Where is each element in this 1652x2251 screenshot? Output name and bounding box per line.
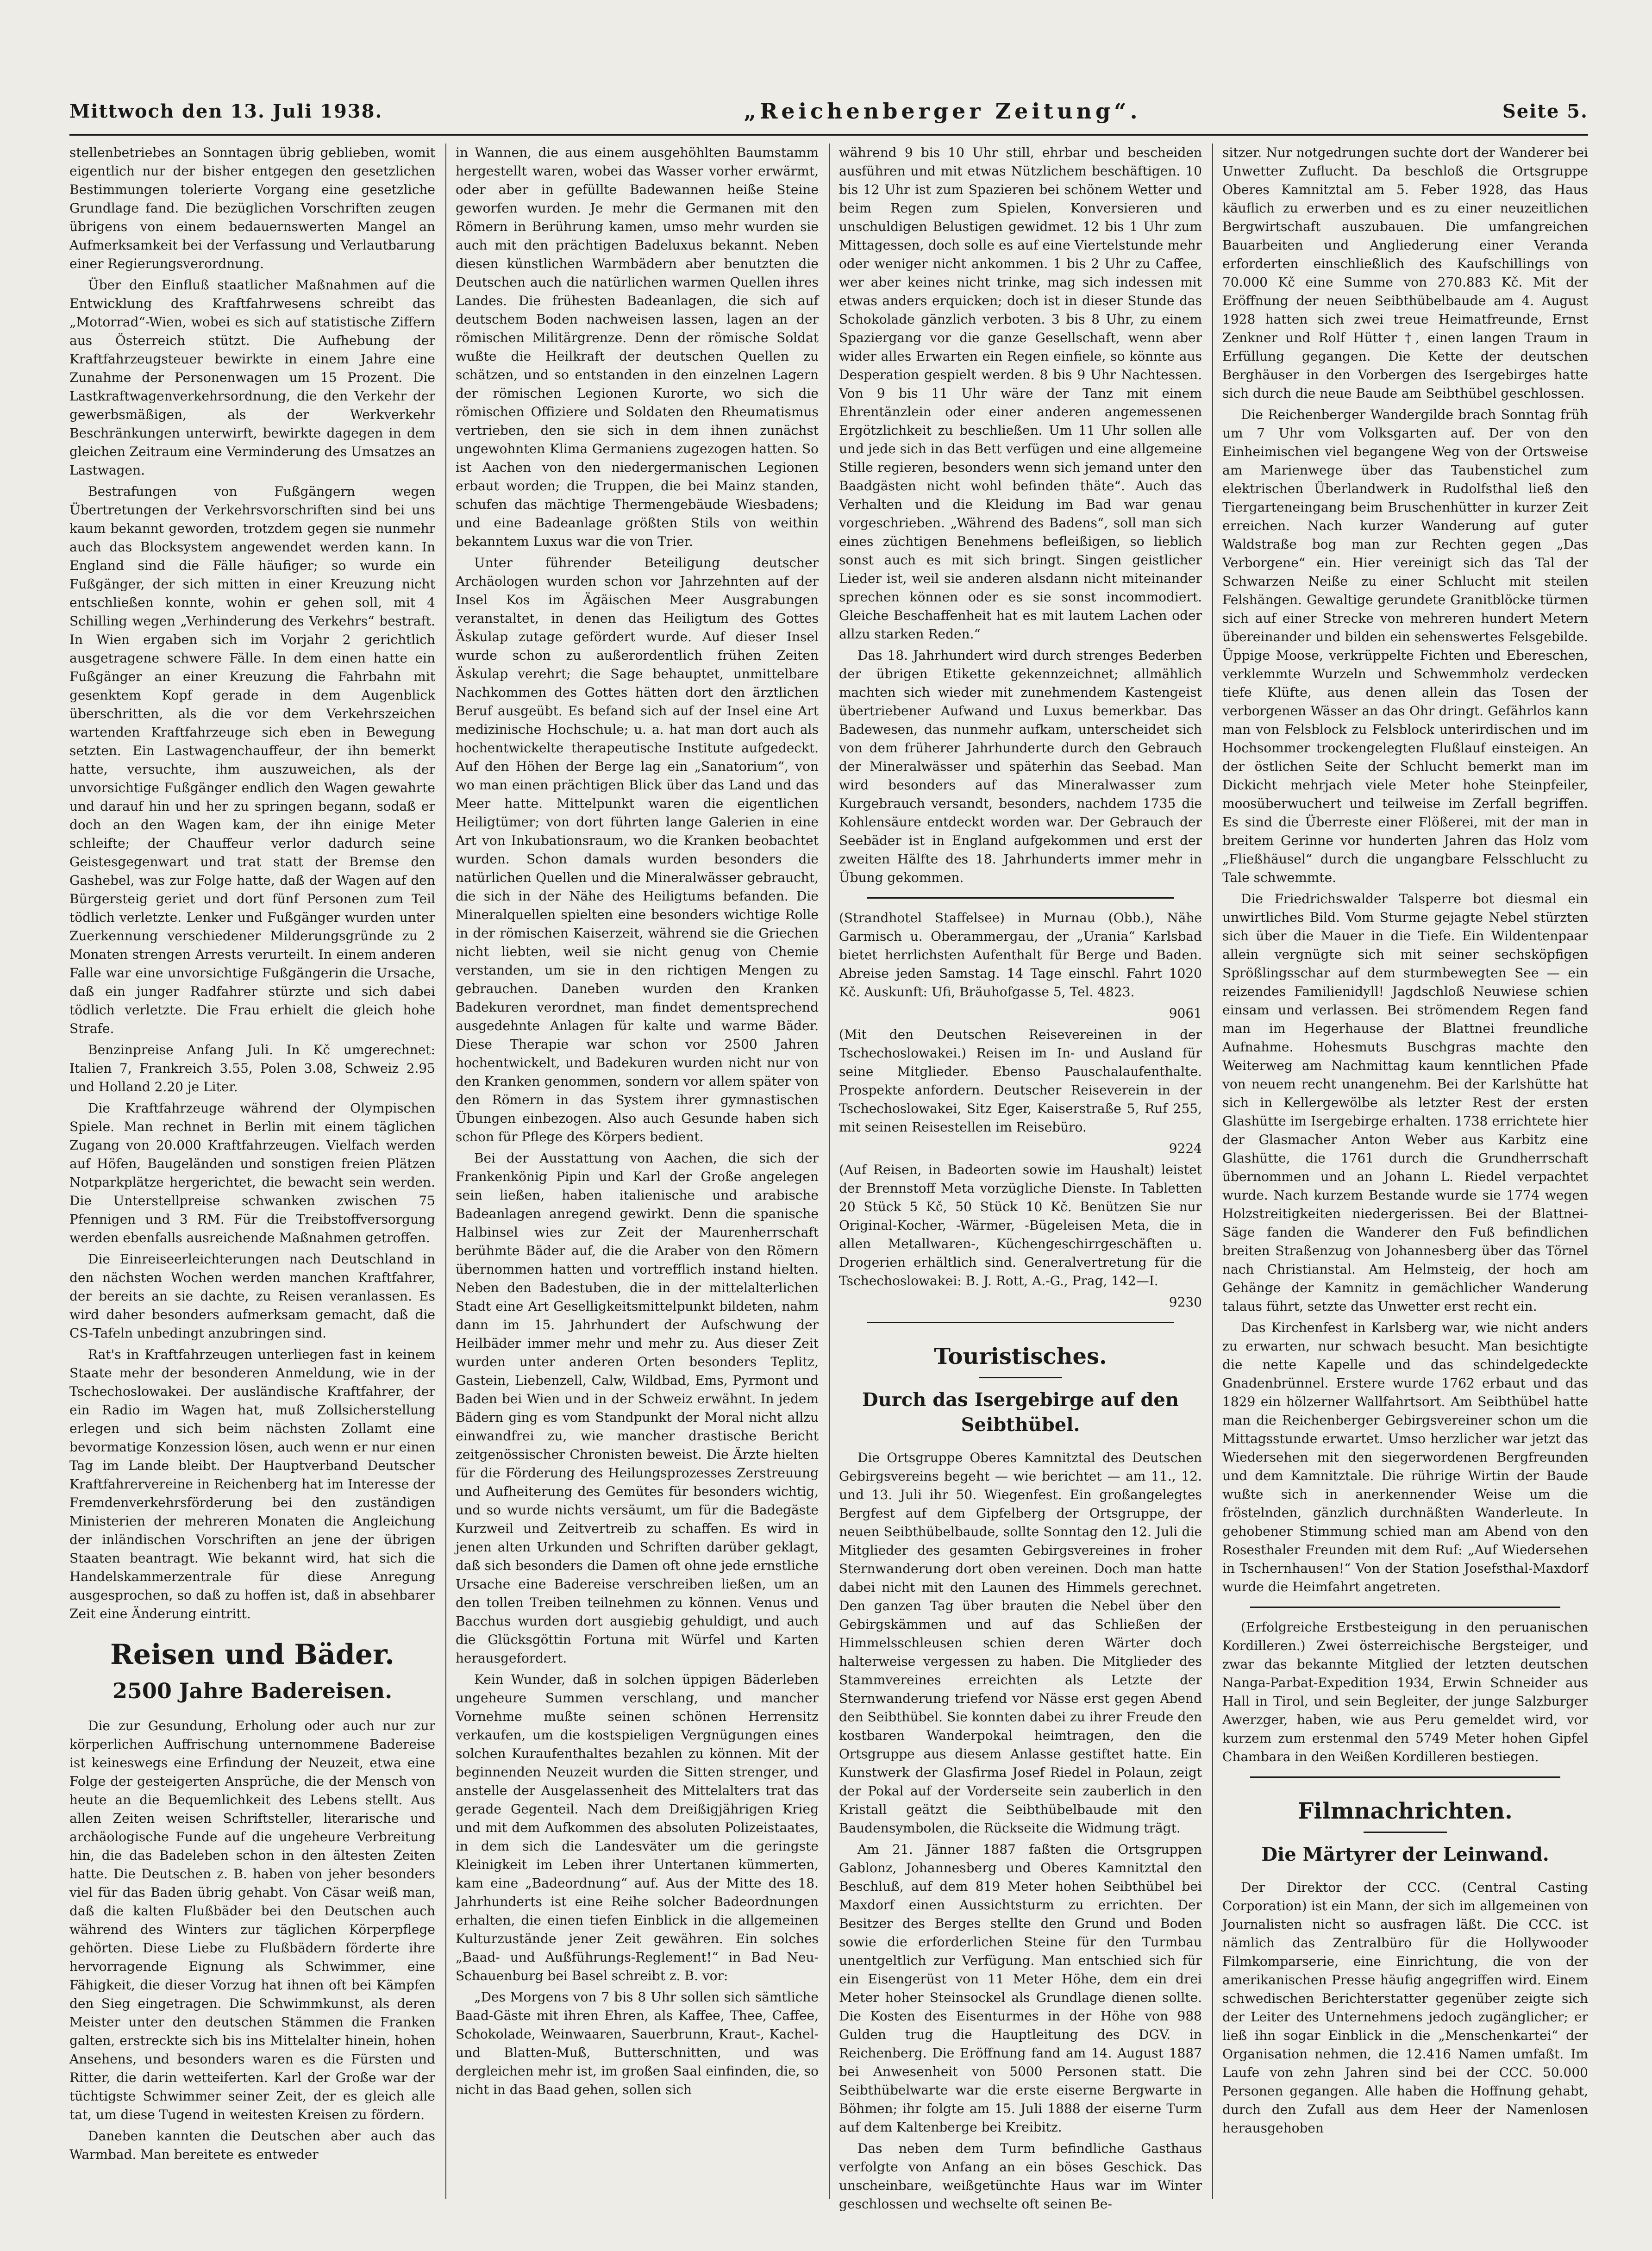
page-header [69,93,1588,130]
ad-number: 9230 [1169,1294,1202,1310]
classified-ad [839,909,1202,1312]
section-title: Reisen und Bäder. [110,1638,395,1671]
ad-divider [867,897,1174,899]
section-title: Filmnachrichten. [1298,1798,1513,1824]
ad-divider [867,1322,1174,1323]
article-paragraph: Benzinpreise Anfang Juli. In Kč umgerechnet: Italien 7, Frankreich 3.55, Polen 3.08, Schweiz 2.95 und Holland 2.20 je Liter. [69,1042,435,1094]
column-3 [839,144,1202,2212]
article-paragraph: Kein Wunder, daß in solchen üppigen Bäderleben ungeheure Summen verschlang, und mancher Vornehme mußte seinen schönen Herrensitz verkaufen, um die kostspieligen Vergnügungen eines solchen Kuraufenthaltes bezahlen zu können. Mit der beginnenden Neuzeit wurden die Sitten strenger, und anstelle der Ausgelassenheit des Mittelalters trat das gerade Gegenteil. Nach dem Dreißigjährigen Krieg und mit dem Aufkommen des absoluten Polizeistaates, in dem sich die Landesväter um die geringste Kleinigkeit im Leben ihrer Untertanen kümmerten, kam eine „Badeordnung“ auf. Aus der Mitte des 18. Jahrhunderts ist eine Reihe solcher Badeordnungen erhalten, die einen tiefen Einblick in die allgemeinen Kulturzustände jener Zeit gewähren. Ein solches „Baad- und Außführungs-Reglement!“ in Bad Neu-Schauenburg bei Basel schreibt z. B. vor: [456,1672,819,1983]
column-2 [456,144,819,2204]
section-divider [1250,1776,1560,1778]
article-paragraph: Die Kraftfahrzeuge während der Olympischen Spiele. Man rechnet in Berlin mit einem täglichen Zugang von 20.000 Kraftfahrzeugen. Vielfach werden auf Höfen, Baugeländen und sonstigen freien Plätzen Notparkplätze hergerichtet, die bewacht sein werden. Die Unterstellpreise schwanken zwischen 75 Pfennigen und 3 RM. Für die Treibstoffversorgung werden ebenfalls ausreichende Maßnahmen getroffen. [69,1100,435,1245]
article-paragraph: Das neben dem Turm befindliche Gasthaus verfolgte von Anfang an ein böses Geschick. Das unscheinbare, weißgetünchte Haus war im Winter geschlossen und wechselte oft seinen Be- [839,2141,1202,2212]
newspaper-page [69,93,1588,2212]
column-1 [69,144,435,2204]
article-paragraph: Die Friedrichswalder Talsperre bot diesmal ein unwirtliches Bild. Vom Sturme gejagte Nebel stürzten sich über die Mauer in die Tiefe. Ein Wildentenpaar allein vergnügte sich mit seiner sechsköpfigen Sprößlingsschar auf dem sturmbewegten See — ein reizendes Familienidyll! Jagdschloß Neuwiese schien einsam und verlassen. Bei strömendem Regen fand man im Hegerhause der Blattnei freundliche Aufnahme. Hohesmuts Buschgras machte den Weiterweg am Nachmittag kaum kenntlichen Pfade von neuem recht unangenehm. Bei der Karlshütte hat sich in Kellergewölbe als letzter Rest der ersten Glashütte im Isergebirge erhalten. 1738 errichtete hier der Glasmacher Anton Weber aus Karbitz eine Glashütte, die 1761 durch die Grundherrschaft übernommen und an Johann L. Riedel verpachtet wurde. Nach kurzem Bestande wurde sie 1774 wegen Holzstreitigkeiten niedergerissen. Bei der Blattnei-Säge fanden die Wanderer den Fuß befindlichen breiten Straßenzug von Johannesberg über das Törnel nach Christianstal. Am Helmsteig, der hoch am Gehänge der Kamnitz in gemächlicher Wanderung talaus führt, setzte das Unwetter erst recht ein. [1222,891,1588,1314]
title-rule [979,1377,1062,1378]
section-divider [1250,1607,1560,1608]
section-subtitle: Durch das Isergebirge auf den Seibthübel. [862,1389,1179,1436]
article-paragraph: während 9 bis 10 Uhr still, ehrbar und bescheiden ausführen und mit etwas Nützlichem beschäftigen. 10 bis 12 Uhr ist zum Spazieren bei schönem Wetter und beim Regen zum Spielen, Konversieren und unschuldigen Belustigen gewidmet. 12 bis 1 Uhr zum Mittagessen, doch solle es auf eine Viertelstunde mehr oder weniger nicht ankommen. 1 bis 2 Uhr zu Caffee, wer aber keines nicht trinke, mag sich indessen mit etwas anders erquicken; doch ist in dieser Stunde das Schokolade gänzlich verboten. 3 bis 8 Uhr, zu einem Spaziergang vor die ganze Gesellschaft, wenn aber wider alles Erwarten ein Regen einfiele, so könnte aus Desperation gespielt werden. 8 bis 9 Uhr Nachtessen. Von 9 bis 11 Uhr wäre der Tanz mit einem Ehrentänzlein oder einer anderen angemessenen Ergötzlichkeit zu beschließen. Um 11 Uhr sollen alle und jede sich in das Bett verfügen und eine allgemeine Stille regieren, besonders wenn sich jemand unter den Baadgästen nicht wohl befinden thäte“. Auch das Verhalten und die Kleidung im Bad war genau vorgeschrieben. „Während des Badens“, soll man sich eines züchtigen Benehmens befleißigen, so lieblich sonst auch es mit sich bringt. Singen geistlicher Lieder ist, weil sie anderen alsdann nicht miteinander sprechen können oder es sie sonst incommodiert. Gleiche Beschaffenheit hat es mit lautem Lachen oder allzu starken Reden.“ [839,145,1202,642]
section-title: Touristisches. [934,1344,1107,1369]
ad-text: (Strandhotel Staffelsee) in Murnau (Obb.), Nähe Garmisch u. Oberammergau, der „Urania“ Karlsbad bietet herrlichsten Aufenthalt für Berge und Baden. Abreise jeden Samstag. 14 Tage einschl. Fahrt 1020 Kč. Auskunft: Ufi, Bräuhofgasse 5, Tel. 4823. [839,910,1202,1000]
article-paragraph: Der Direktor der CCC. (Central Casting Corporation) ist ein Mann, der sich im allgemeinen von Journalisten nicht so ausfragen läßt. Die CCC. ist nämlich das Zentralbüro für die Hollywooder Filmkomparserie, eine Einrichtung, die von der amerikanischen Presse häufig angegriffen wird. Einem schwedischen Berichterstatter gegenüber zeigte sich der Leiter des Unternehmens jedoch zugänglicher; er ließ ihn sogar Einblick in die „Menschenkartei“ der Organisation nehmen, die 12.416 Namen umfaßt. Im Laufe von zehn Jahren sind bei der CCC. 50.000 Personen gegangen. Alle haben die Hoffnung gehabt, durch den Zufall aus dem Heer der Namenlosen herausgehoben [1222,1880,1588,2136]
ad-number: 9224 [1169,1141,1202,1156]
article-paragraph: sitzer. Nur notgedrungen suchte dort der Wanderer bei Unwetter Zuflucht. Da beschloß die Ortsgruppe Oberes Kamnitztal am 5. Feber 1928, das Haus käuflich zu erwerben und es zu einer neuzeitlichen Bergwirtschaft auszubauen. Die umfangreichen Bauarbeiten und Angliederung einer Veranda erforderten einschließlich des Kaufschillings von 70.000 Kč eine Summe von 270.883 Kč. Mit der Eröffnung der neuen Seibthübelbaude am 4. August 1928 hatten sich zwei treue Heimatfreunde, Ernst Zenkner und Rolf Hütter †, einen langen Traum in Erfüllung gegangen. Die Kette der deutschen Berghäuser in den Vorbergen des Isergebirges hatte sich durch die neue Baude am Seibthübel geschlossen. [1222,145,1588,401]
article-paragraph: Das Kirchenfest in Karlsberg war, wie nicht anders zu erwarten, nur schwach besucht. Man besichtigte die nette Kapelle und das schindelgedeckte Gnadenbrünnel. Erstere wurde 1762 erbaut und das 1829 ein hölzerner Wallfahrtsort. Am Seibthübel hatte man die Reichenberger Gebirgsvereiner schon um die Mittagsstunde erwartet. Umso herzlicher war jetzt das Wiedersehen mit den siegerwordenen Bergfreunden und dem Kamnitztale. Die rührige Wirtin der Baude wußte sich in anerkennender Weise um die fröstelnden, gänzlich durchnäßten Wanderleute. In gehobener Stimmung schied man am Abend von den Rosesthaler Freunden mit dem Ruf: „Auf Wiedersehen in Tschernhausen!“ Von der Station Josefsthal-Maxdorf wurde die Heimfahrt angetreten. [1222,1320,1588,1594]
article-paragraph: „Des Morgens von 7 bis 8 Uhr sollen sich sämtliche Baad-Gäste mit ihren Ehren, als Kaffee, Thee, Caffee, Schokolade, Weinwaaren, Sauerbrunn, Kraut-, Kachel- und Blatten-Muß, Butterschnitten, und was dergleichen mehr ist, im großen Saal einfinden, die, so nicht in das Baad gehen, sollen sich [456,1989,819,2097]
ad-text: (Auf Reisen, in Badeorten sowie im Haushalt) leistet der Brennstoff Meta vorzügliche Dienste. In Tabletten 20 Stück 5 Kč, 50 Stück 10 Kč. Benützen Sie nur Original-Kocher, -Wärmer, -Bügeleisen Meta, die in allen Metallwaren-, Küchengeschirrgeschäften u. Drogerien erhältlich sind. Generalvertretung für die Tschechoslowakei: B. J. Rott, A.-G., Prag, 142—I. [839,1162,1202,1288]
column-4 [1222,144,1588,2204]
header-rule [69,134,1588,136]
article-paragraph: Das 18. Jahrhundert wird durch strenges Bederben der übrigen Etikette gekennzeichnet; allmählich machten sich wieder mit zunehmendem Kastengeist übertriebener Aufwand und Luxus bemerkbar. Das Badewesen, das nunmehr aufkam, unterscheidet sich von dem früherer Jahrhunderte durch den Gebrauch der Mineralwässer und späterhin das Seebad. Man wird besonders auf das Mineralwasser zum Kurgebrauch versandt, besonders, nachdem 1735 die Kohlensäure entdeckt worden war. Der Gebrauch der Seebäder ist in England aufgekommen und erst der zweiten Hälfte des 18. Jahrhunderts immer mehr in Übung gekommen. [839,648,1202,885]
header-date: Mittwoch den 13. Juli 1938. [69,100,383,122]
article-paragraph: Bei der Ausstattung von Aachen, die sich der Frankenkönig Pipin und Karl der Große angelegen sein ließen, haben italienische und arabische Badeanlagen anregend gewirkt. Denn die spanische Halbinsel wies zur Zeit der Maurenherrschaft berühmte Bäder auf, die die Araber von den Römern übernommen hatten und vortrefflich instand hielten. Neben den Badestuben, die in der mittelalterlichen Stadt eine Art Geselligkeitsmittelpunkt bildeten, nahm dann im 15. Jahrhundert der Aufschwung der Heilbäder immer mehr und mehr zu. Aus dieser Zeit wurden unter anderen Orten besonders Teplitz, Gastein, Liebenzell, Calw, Wildbad, Ems, Pyrmont und Baden bei Wien und in der Schweiz erwähnt. In jedem Bädern ging es vom Standpunkt der Moral nicht allzu einwandfrei zu, wie mancher drastische Bericht zeitgenössischer Chronisten beweist. Die Ärzte hielten für die Förderung des Heilungsprozesses Zerstreuung und Aufheiterung des Gemütes für besonders wichtig, und so wurde nichts versäumt, um für die Badegäste Kurzweil und Zeitvertreib zu schaffen. Es wird in jenen alten Urkunden und Schriften darüber geklagt, daß sich besonders die Damen oft ohne jede ernstliche Ursache eine Badereise verschreiben ließen, um an den tollen Treiben teilnehmen zu können. Venus und Bacchus wurden dort ausgiebig gehuldigt, und auch die Glücksgöttin Fortuna mit Würfel und Karten herausgefordert. [456,1151,819,1666]
article-paragraph: Die Ortsgruppe Oberes Kamnitztal des Deutschen Gebirgsvereins begeht — wie berichtet — am 11., 12. und 13. Juli ihr 50. Wiegenfest. Ein großangelegtes Bergfest auf dem Gipfelberg der Ortsgruppe, der neuen Seibthübelbaude, sollte Sonntag den 12. Juli die Mitglieder des gesamten Gebirgsvereines in froher Sternwanderung dort oben vereinen. Doch man hatte dabei nicht mit den Launen des Himmels gerechnet. Den ganzen Tag über brauten die Nebel über den Gebirgskämmen und auf das Schließen der Himmelsschleusen schien deren Wärter doch halterweise vergessen zu haben. Die Mitglieder des Stammvereines erreichten als Letzte der Sternwanderung triefend vor Nässe erst gegen Abend den Seibthübel. Sie konnten dabei zu ihrer Freude den kostbaren Wanderpokal heimtragen, den die Ortsgruppe aus diesem Anlasse gestiftet hatte. Ein Kunstwerk der Glasfirma Josef Riedel in Polaun, zeigt der Pokal auf der Vorderseite sein zauberlich in den Kristall geätzt die Seibthübelbaude mit den Baudensymbolen, die Rückseite die Widmung trägt. [839,1450,1202,1836]
header-masthead: „Reichenberger Zeitung“. [744,99,1141,124]
article-paragraph: Rat's in Kraftfahrzeugen unterliegen fast in keinem Staate mehr der besonderen Anmeldung, wie in der Tschechoslowakei. Der ausländische Kraftfahrer, der ein Radio im Wagen hat, muß Zollsicherstellung erlegen und sich beim nächsten Zollamt eine bevormatige Konzession lösen, auch wenn er nur einen Tag im Lande bleibt. Der Hauptverband Deutscher Kraftfahrervereine in Reichenberg hat im Interesse der Fremdenverkehrsförderung bei den zuständigen Ministerien der mehreren Monaten die Angleichung der inländischen Vorschriften an jene der übrigen Staaten beantragt. Wie bekannt wird, hat sich die Handelskammerzentrale für diese Anregung ausgesprochen, so daß zu hoffen ist, daß in absehbarer Zeit eine Änderung eintritt. [69,1347,435,1621]
article-paragraph: (Erfolgreiche Erstbesteigung in den peruanischen Kordilleren.) Zwei österreichische Bergsteiger, und zwar das bekannte Mitglied der letzten deutschen Nanga-Parbat-Expedition 1934, Erwin Schneider aus Hall in Tirol, und sein Begleiter, der junge Salzburger Awerzger, haben, wie aus Peru gemeldet wird, vor kurzem zum erstenmal den 5749 Meter hohen Gipfel Chambara in den Weißen Kordilleren bestiegen. [1222,1619,1588,1764]
article-paragraph: stellenbetriebes an Sonntagen übrig geblieben, womit eigentlich nur der bisher entgegen den gesetzlichen Bestimmungen tolerierte Vorgang eine gesetzliche Grundlage fand. Die bezüglichen Vorschriften zeugen übrigens von einem bedauernswerten Mangel an Aufmerksamkeit bei der Verfassung und Verlautbarung einer Regierungsverordnung. [69,145,435,271]
article-paragraph: Die Einreiseerleichterungen nach Deutschland in den nächsten Wochen werden manchen Kraftfahrer, der bereits an sie dachte, zu Reisen veranlassen. Es wird daher besonders aufmerksam gemacht, daß die CS-Tafeln unbedingt anzubringen sind. [69,1251,435,1341]
article-paragraph: Unter führender Beteiligung deutscher Archäologen wurden schon vor Jahrzehnten auf der Insel Kos im Ägäischen Meer Ausgrabungen veranstaltet, in denen das Heiligtum des Gottes Äskulap zutage gefördert wurde. Auf dieser Insel wurde schon zu außerordentlich frühen Zeiten Äskulap verehrt; die Sage behauptet, unmittelbare Nachkommen des Gottes hätten dort den ärztlichen Beruf ausgeübt. Es befand sich auf der Insel eine Art medizinische Hochschule; u. a. hat man dort auch als hochentwickelte therapeutische Institute aufgedeckt. Auf den Höhen der Berge lag ein „Sanatorium“, von wo man einen prächtigen Blick über das Land und das Meer hatte. Mittelpunkt waren die eigentlichen Heiligtümer; von dort führten lange Galerien in eine Art von Inkubationsraum, wo die Kranken beobachtet wurden. Schon damals wurden besonders die natürlichen Quellen und die Mineralwässer gebraucht, die sich in der Nähe des Heiligtums befanden. Die Mineralquellen spielten eine besonders wichtige Rolle in der römischen Kaiserzeit, während sie die Griechen nicht liebten, weil sie nicht genug von Chemie verstanden, um sie in den richtigen Mengen zu gebrauchen. Daneben wurden den Kranken Badekuren verordnet, man findet dementsprechend ausgedehnte Anlagen für kalte und warme Bäder. Diese Therapie war schon vor 2500 Jahren hochentwickelt, und Badekuren wurden nicht nur von den Kranken genommen, sondern vor allem später von den Römern in das System ihrer gymnastischen Übungen einbezogen. Also auch Gesunde haben sich schon für Pflege des Körpers bedient. [456,555,819,1144]
article-paragraph: Die Reichenberger Wandergilde brach Sonntag früh um 7 Uhr vom Volksgarten auf. Der von den Einheimischen viel begangene Weg von der Ortsweise am Marienwege über das Taubenstichel zum elektrischen Überlandwerk in Rudolfsthal ließ den Tiergarteneingang beim Bruschenhütter in kurzer Zeit erreichen. Nach kurzer Wanderung auf guter Waldstraße bog man zur Rechten gegen „Das Verborgene“ ein. Hier vereinigt sich das Tal der Schwarzen Neiße zu einer Schlucht mit steilen Felshängen. Gewaltige gerundete Granitblöcke türmen sich auf einer Strecke von mehreren hundert Metern übereinander und bilden ein sehenswertes Felsgebilde. Üppige Moose, verkrüppelte Fichten und Ebereschen, verklemmte Wurzeln und Schwemmholz verdecken tiefe Klüfte, aus denen allein das Tosen der verborgenen Wässer an das Ohr dringt. Gefährlos kann man von Felsblock zu Felsblock unterirdischen und im Hochsommer trockengelegten Flußlauf einsteigen. An der östlichen Seite der Schlucht bemerkt man im Dickicht mehrjach viele Meter hohe Steinpfeiler, moosüberwuchert und teilweise im Zerfall begriffen. Es sind die Überreste einer Flößerei, mit der man in breitem Gerinne vor hunderten Jahren das Holz vom „Fließhäusel“ durch die ungangbare Felsschlucht zu Tale schwemmte. [1222,407,1588,885]
article-paragraph: Die zur Gesundung, Erholung oder auch nur zur körperlichen Auffrischung unternommene Badereise ist keineswegs eine Erfindung der Neuzeit, etwa eine Folge der gesteigerten Ansprüche, die der Mensch von heute an die Bequemlichkeit des Lebens stellt. Aus allen Zeiten weisen Schriftsteller, literarische und archäologische Funde auf die ungeheure Verbreitung hin, die das Badeleben schon in den ältesten Zeiten hatte. Die Deutschen z. B. haben von jeher besonders viel für das Baden übrig gehabt. Von Cäsar weiß man, daß die kalten Flußbäder bei den Deutschen auch während des Winters zur täglichen Körperpflege gehörten. Diese Liebe zu Flußbädern förderte ihre hervorragende Eignung als Schwimmer, eine Fähigkeit, die dieser Vorzug hat ihnen oft bei Kämpfen den Sieg eingetragen. Die Schwimmkunst, als deren Meister unter den deutschen Stämmen die Franken galten, erstreckte sich bis ins Mittelalter hinein, hohen Ansehens, und besonders waren es die Fürsten und Ritter, die darin wetteiferten. Karl der Große war der tüchtigste Schwimmer seiner Zeit, der es gleich alle tat, um diese Tugend in weitesten Kreisen zu fördern. [69,1718,435,2122]
article-paragraph: Am 21. Jänner 1887 faßten die Ortsgruppen Gablonz, Johannesberg und Oberes Kamnitztal den Beschluß, auf dem 819 Meter hohen Seibthübel bei Maxdorf einen Aussichtsturm zu errichten. Der Besitzer des Berges stellte den Grund und Boden sowie die erforderlichen Steine für den Turmbau unentgeltlich zur Verfügung. Man entschied sich für ein Eisengerüst von 11 Meter Höhe, dem ein drei Meter hoher Steinsockel als Grundlage dienen sollte. Die Kosten des Eisenturmes in der Höhe von 988 Gulden trug die Hauptleitung des DGV. in Reichenberg. Die Eröffnung fand am 14. August 1887 bei Anwesenheit von 5000 Personen statt. Die Seibthübelwarte war die erste eiserne Bergwarte in Böhmen; ihr folgte am 15. Juli 1888 der eiserne Turm auf dem Kaltenberge bei Kreibitz. [839,1842,1202,2135]
title-rule [1364,1832,1447,1833]
header-page-number: Seite 5. [1502,100,1588,122]
article-paragraph: Bestrafungen von Fußgängern wegen Übertretungen der Verkehrsvorschriften sind bei uns kaum bekannt geworden, trotzdem gegen sie nunmehr auch das Blocksystem angewendet werden kann. In England sind die Fälle häufiger; so wurde ein Fußgänger, der sich mitten in einer Kreuzung nicht entschließen konnte, wohin er gehen soll, mit 4 Schilling wegen „Verhinderung des Verkehrs“ bestraft. In Wien ergaben sich im Vorjahr 2 gerichtlich ausgetragene schwere Fälle. In dem einen hatte ein Fußgänger an einer Kreuzung die Fahrbahn mit gesenktem Kopf gerade in dem Augenblick überschritten, als die vor dem Verkehrszeichen wartenden Kraftfahrzeuge sich eben in Bewegung setzten. Ein Lastwagenchauffeur, der ihn bemerkt hatte, versuchte, ihm auszuweichen, als der unvorsichtige Fußgänger endlich den Wagen gewahrte und darauf hin und her zu springen begann, sodaß er doch an den Wagen kam, der ihn einige Meter schleifte; der Chauffeur verlor dadurch seine Geistesgegenwart und trat statt der Bremse den Gashebel, was zur Folge hatte, daß der Wagen auf den Bürgersteig geriet und dort fünf Personen zum Teil tödlich verletzte. Lenker und Fußgänger wurden unter Zuerkennung verschiedener Milderungsgründe zu 2 Monaten strengen Arrests verurteilt. In einem anderen Falle war eine unvorsichtige Fußgängerin die Ursache, daß ein junger Radfahrer stürzte und sich dabei tödlich verletzte. Die Frau erhielt die gleich hohe Strafe. [69,484,435,1036]
section-subtitle: Die Märtyrer der Leinwand. [1261,1844,1549,1865]
article-paragraph: Über den Einfluß staatlicher Maßnahmen auf die Entwicklung des Kraftfahrwesens schreibt das „Motorrad“-Wien, wobei es sich auf statistische Ziffern aus Österreich stützt. Die Aufhebung der Kraftfahrzeugsteuer bewirkte in einem Jahre eine Zunahme der Personenwagen um 15 Prozent. Die Lastkraftwagenverkehrsordnung, die den Verkehr der gewerbsmäßigen, als der Werkverkehr Beschränkungen unterwirft, bewirkte dagegen in dem gleichen Zeitraum eine Verminderung des Umsatzes an Lastwagen. [69,277,435,478]
section-subtitle: 2500 Jahre Badereisen. [112,1678,393,1703]
ad-text: (Mit den Deutschen Reisevereinen in der Tschechoslowakei.) Reisen im In- und Ausland für seine Mitglieder. Ebenso Pauschalaufenthalte. Prospekte anfordern. Deutscher Reiseverein in der Tschechoslowakei, Sitz Eger, Kaiserstraße 5, Ruf 255, mit seinen Reisestellen im Reisebüro. [839,1027,1202,1135]
ad-number: 9061 [1169,1006,1202,1021]
article-paragraph: in Wannen, die aus einem ausgehöhlten Baumstamm hergestellt waren, wobei das Wasser vorher erwärmt, oder aber in gefüllte Badewannen heiße Steine geworfen wurden. Je mehr die Germanen mit den Römern in Berührung kamen, umso mehr wurden sie auch mit den prächtigen Badeluxus bekannt. Neben diesen künstlichen Warmbädern aber benutzten die Deutschen auch die natürlichen warmen Quellen ihres Landes. Die frühesten Badeanlagen, die sich auf deutschem Boden nachweisen lassen, lagen an der römischen Militärgrenze. Denn der römische Soldat wußte die Heilkraft der deutschen Quellen zu schätzen, und so entstanden in den einzelnen Lagern der römischen Legionen Kurorte, wo sich die römischen Offiziere und Soldaten den Rheumatismus vertrieben, den sie sich in dem ihnen zunächst ungewohnten Klima Germaniens zugezogen hatten. So ist Aachen von den niedergermanischen Legionen erbaut worden; die Truppen, die bei Mainz standen, schufen das mächtige Thermengebäude Wiesbadens; und eine Badeanlage größten Stils von weithin bekanntem Luxus war die von Trier. [456,145,819,549]
article-columns [69,144,1588,2212]
article-paragraph: Daneben kannten die Deutschen aber auch das Warmbad. Man bereitete es entweder [69,2128,435,2162]
